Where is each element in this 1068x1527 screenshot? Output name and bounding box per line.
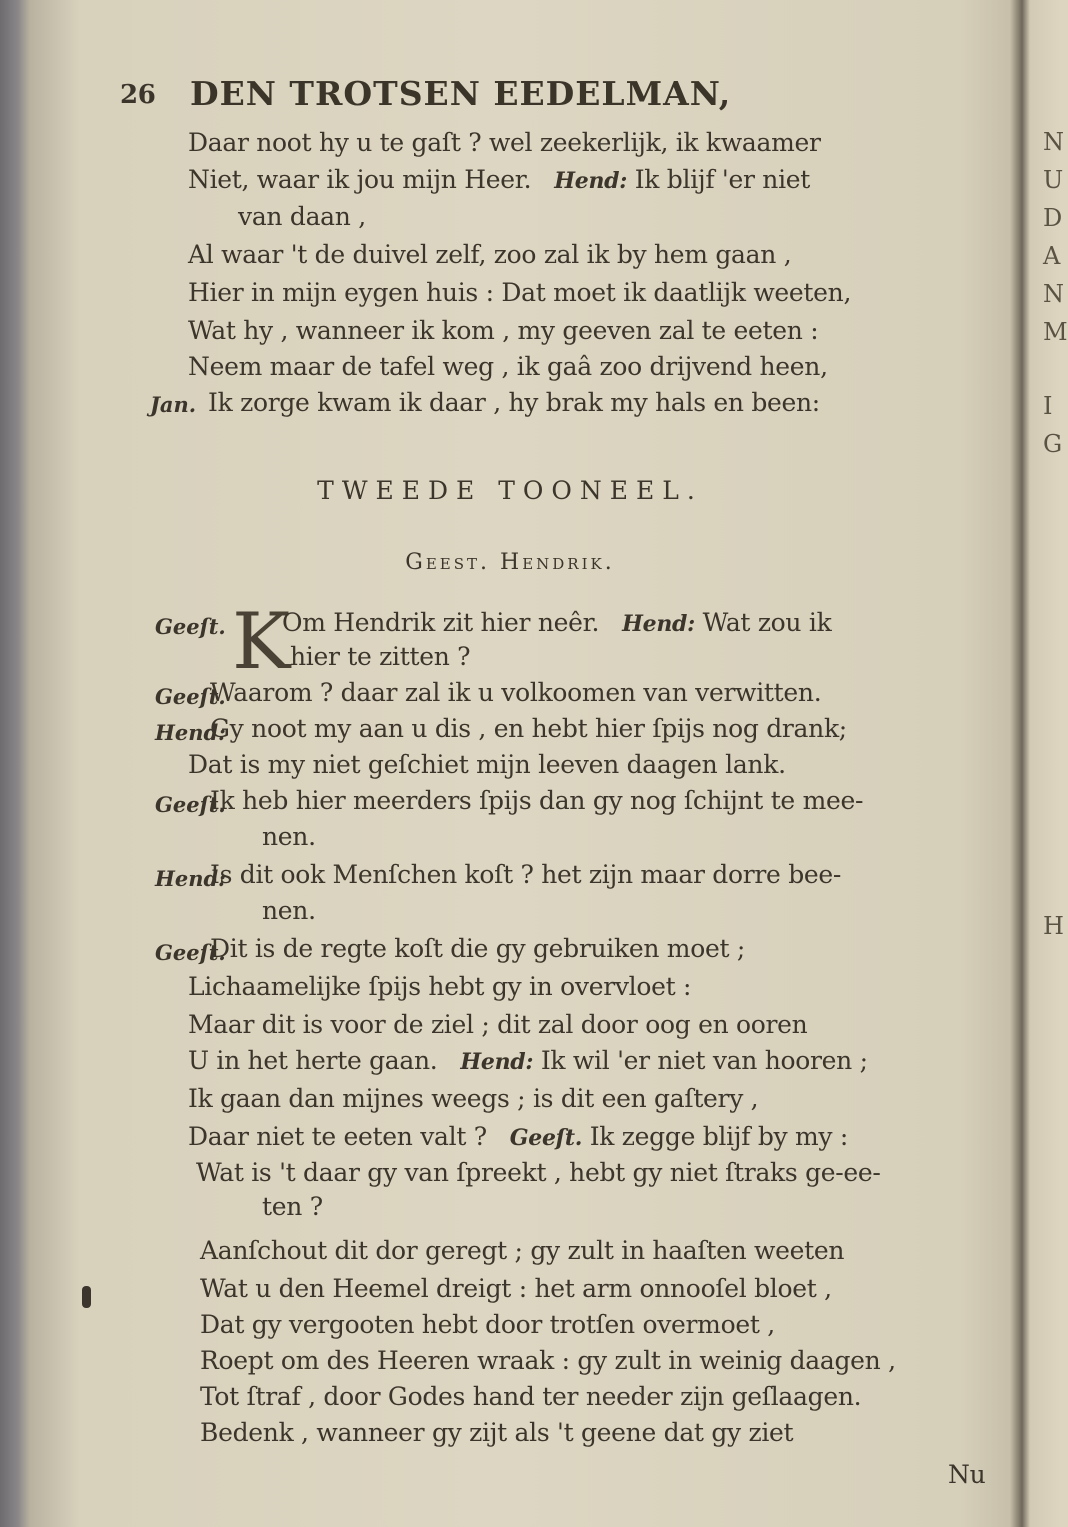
verse-line: U in het herte gaan. Hend: Ik wil 'er niet van hooren ;	[188, 1046, 868, 1075]
verse-line: nen.	[262, 896, 316, 925]
verse-line: Wat u den Heemel dreigt : het arm onnooſel bloet ,	[200, 1274, 832, 1303]
facing-page-fragment: N	[1043, 280, 1064, 308]
speaker-label: Hend:	[155, 720, 226, 745]
verse-line: Ik gaan dan mijnes weegs ; is dit een gaſtery ,	[188, 1084, 759, 1113]
verse-line: Niet, waar ik jou mijn Heer. Hend: Ik blijf 'er niet	[188, 165, 811, 194]
running-title: DEN TROTSEN EEDELMAN,	[190, 74, 732, 113]
scene-title: TWEEDE TOONEEL.	[317, 476, 703, 505]
verse-line: Hier in mijn eygen huis : Dat moet ik daatlijk weeten,	[188, 278, 852, 307]
verse-line: Om Hendrik zit hier neêr. Hend: Wat zou ik	[282, 608, 832, 637]
verse-line: van daan ,	[238, 202, 366, 231]
verse-line: Tot ſtraf , door Godes hand ter needer zijn geſlaagen.	[200, 1382, 862, 1411]
verse-line: hier te zitten ?	[290, 642, 471, 671]
verse-line: Is dit ook Menſchen koſt ? het zijn maar dorre bee-	[210, 860, 842, 889]
verse-line: Gy noot my aan u dis , en hebt hier ſpijs nog drank;	[210, 714, 847, 743]
verse-line: Neem maar de tafel weg , ik gaâ zoo drijvend heen,	[188, 352, 828, 381]
facing-page-fragment: U	[1043, 166, 1064, 194]
verse-line: Dit is de regte koſt die gy gebruiken moet ;	[210, 934, 745, 963]
verse-line: Ik heb hier meerders ſpijs dan gy nog ſchijnt te mee-	[210, 786, 864, 815]
drop-cap: K	[232, 597, 291, 687]
verse-line: Dat is my niet geſchiet mijn leeven daagen lank.	[188, 750, 786, 779]
verse-line: Aanſchout dit dor geregt ; gy zult in haaſten weeten	[200, 1236, 845, 1265]
page-number: 26	[120, 80, 156, 110]
facing-page-fragment: N	[1043, 128, 1064, 156]
ink-blot	[82, 1286, 91, 1308]
verse-line: ten ?	[262, 1192, 323, 1221]
facing-page-fragment: H	[1043, 912, 1064, 940]
speaker-label: Hend:	[155, 866, 226, 891]
verse-line: Ik zorge kwam ik daar , hy brak my hals en been:	[208, 388, 820, 417]
verse-line: Wat is 't daar gy van ſpreekt , hebt gy niet ſtraks ge-ee-	[196, 1158, 881, 1187]
facing-page-fragment: A	[1043, 242, 1061, 270]
facing-page-fragment: G	[1043, 430, 1063, 458]
catchword: Nu	[948, 1460, 986, 1489]
verse-line: Daar niet te eeten valt ? Geeſt. Ik zegge blijf by my :	[188, 1122, 849, 1151]
speaker-label: Geeſt.	[155, 684, 226, 709]
verse-line: nen.	[262, 822, 316, 851]
facing-page-fragment: D	[1043, 204, 1063, 232]
facing-page-fragment: M	[1043, 318, 1068, 346]
verse-line: Roept om des Heeren wraak : gy zult in weinig daagen ,	[200, 1346, 896, 1375]
speaker-label: Geeſt.	[155, 614, 226, 639]
scene-characters: Geest. Hendrik.	[405, 550, 615, 575]
verse-line: Al waar 't de duivel zelf, zoo zal ik by hem gaan ,	[188, 240, 792, 269]
verse-line: Waarom ? daar zal ik u volkoomen van verwitten.	[210, 678, 822, 707]
verse-line: Daar noot hy u te gaſt ? wel zeekerlijk, ik kwaamer	[188, 128, 821, 157]
speaker-label: Geeſt.	[155, 792, 226, 817]
verse-line: Wat hy , wanneer ik kom , my geeven zal te eeten :	[188, 316, 819, 345]
facing-page-fragment: I	[1043, 392, 1053, 420]
verse-line: Dat gy vergooten hebt door trotſen overmoet ,	[200, 1310, 775, 1339]
speaker-label: Jan.	[150, 392, 197, 417]
verse-line: Maar dit is voor de ziel ; dit zal door oog en ooren	[188, 1010, 808, 1039]
speaker-label: Geeſt.	[155, 940, 226, 965]
verse-line: Lichaamelijke ſpijs hebt gy in overvloet :	[188, 972, 692, 1001]
verse-line: Bedenk , wanneer gy zijt als 't geene dat gy ziet	[200, 1418, 794, 1447]
